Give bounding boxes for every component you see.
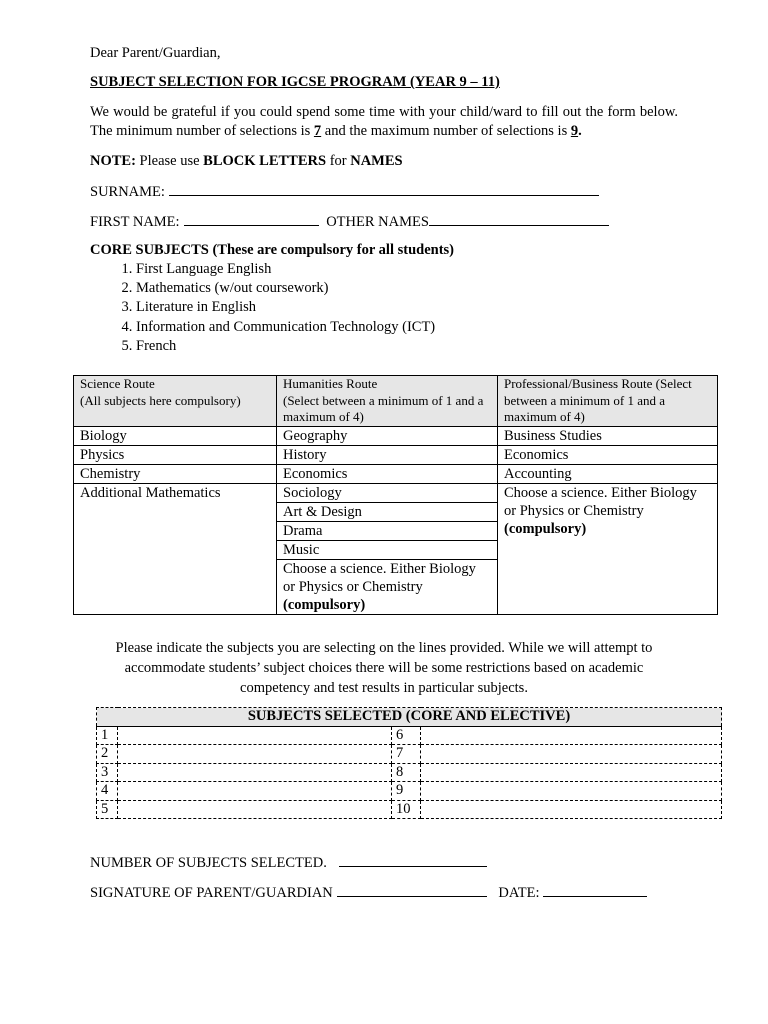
first-name-field[interactable] <box>184 211 319 226</box>
core-subject-item: 3. Literature in English <box>136 298 435 317</box>
subject-entry-field[interactable] <box>421 800 722 819</box>
professional-subject: Business Studies <box>498 426 718 445</box>
surname-label: SURNAME: <box>90 184 165 200</box>
core-subject-item: 5. French <box>136 337 435 356</box>
form-title: SUBJECT SELECTION FOR IGCSE PROGRAM (YEAR 9 – 11) <box>90 74 500 90</box>
humanities-subject: Economics <box>277 464 498 483</box>
subject-entry-field[interactable] <box>421 782 722 801</box>
subject-entry-field[interactable] <box>421 763 722 782</box>
professional-science-choice: Choose a science. Either Biology or Physics or Chemistry (compulsory) <box>498 483 718 614</box>
row-number: 9 <box>392 782 421 801</box>
row-number: 2 <box>97 745 118 764</box>
core-subject-item: 4. Information and Communication Technology (ICT) <box>136 318 435 337</box>
core-subject-item: 2. Mathematics (w/out coursework) <box>136 279 435 298</box>
humanities-subject: Art & Design <box>277 502 497 521</box>
professional-route-header: Professional/Business Route (Select between a minimum of 1 and a maximum of 4) <box>498 376 718 427</box>
core-subjects-list <box>90 260 435 356</box>
signature-label: SIGNATURE OF PARENT/GUARDIAN <box>90 885 333 901</box>
row-number: 10 <box>392 800 421 819</box>
humanities-subject: Music <box>277 540 497 559</box>
row-number: 8 <box>392 763 421 782</box>
professional-subject: Economics <box>498 445 718 464</box>
max-selections: 9 <box>570 123 579 139</box>
humanities-subject-group <box>277 483 498 614</box>
science-subject: Biology <box>74 426 277 445</box>
subject-entry-field[interactable] <box>421 726 722 745</box>
professional-subject: Accounting <box>498 464 718 483</box>
surname-field[interactable] <box>169 181 599 196</box>
other-names-field[interactable] <box>429 211 609 226</box>
date-label: DATE: <box>498 885 540 901</box>
subject-entry-field[interactable] <box>118 763 392 782</box>
row-number: 4 <box>97 782 118 801</box>
number-selected-label: NUMBER OF SUBJECTS SELECTED. <box>90 855 327 871</box>
subject-entry-field[interactable] <box>421 745 722 764</box>
date-field[interactable] <box>543 882 647 897</box>
humanities-subject: History <box>277 445 498 464</box>
subject-entry-field[interactable] <box>118 800 392 819</box>
science-subject: Chemistry <box>74 464 277 483</box>
names-row <box>90 211 678 232</box>
subject-entry-field[interactable] <box>118 745 392 764</box>
humanities-route-header: Humanities Route (Select between a minimum of 1 and a maximum of 4) <box>277 376 498 427</box>
selection-instructions: Please indicate the subjects you are selecting on the lines provided. While we will attempt to accommodate students’ subject choices there will be some restrictions based on academic competency and test results in particular subjects. <box>115 640 653 696</box>
science-route-header: Science Route (All subjects here compulsory) <box>74 376 277 427</box>
other-names-label: OTHER NAMES <box>326 214 429 230</box>
surname-row <box>90 181 678 202</box>
greeting: Dear Parent/Guardian, <box>90 45 221 61</box>
routes-table <box>73 375 718 615</box>
signature-row <box>90 882 678 903</box>
science-subject: Additional Mathematics <box>74 483 277 614</box>
subject-entry-field[interactable] <box>118 782 392 801</box>
first-name-label: FIRST NAME: <box>90 214 180 230</box>
humanities-subject: Geography <box>277 426 498 445</box>
signature-field[interactable] <box>337 882 487 897</box>
number-selected-row <box>90 852 678 873</box>
row-number: 5 <box>97 800 118 819</box>
humanities-subject: Sociology <box>283 484 342 501</box>
subject-entry-field[interactable] <box>118 726 392 745</box>
row-number: 6 <box>392 726 421 745</box>
science-subject: Physics <box>74 445 277 464</box>
row-number: 3 <box>97 763 118 782</box>
row-number: 1 <box>97 726 118 745</box>
subjects-selected-table <box>96 707 722 819</box>
core-subject-item: 1. First Language English <box>136 260 435 279</box>
subjects-selected-title: SUBJECTS SELECTED (CORE AND ELECTIVE) <box>97 708 722 727</box>
min-selections: 7 <box>313 123 322 139</box>
row-number: 7 <box>392 745 421 764</box>
core-subjects-heading: CORE SUBJECTS (These are compulsory for all students) <box>90 242 455 258</box>
humanities-science-choice: Choose a science. Either Biology or Physics or Chemistry (compulsory) <box>277 559 497 614</box>
intro-paragraph: We would be grateful if you could spend some time with your child/ward to fill out the form below. The minimum number of selections is 7 and the maximum number of selections is 9. <box>90 104 678 139</box>
note: NOTE: Please use BLOCK LETTERS for NAMES <box>90 153 403 169</box>
number-selected-field[interactable] <box>339 852 487 867</box>
humanities-subject: Drama <box>277 521 497 540</box>
